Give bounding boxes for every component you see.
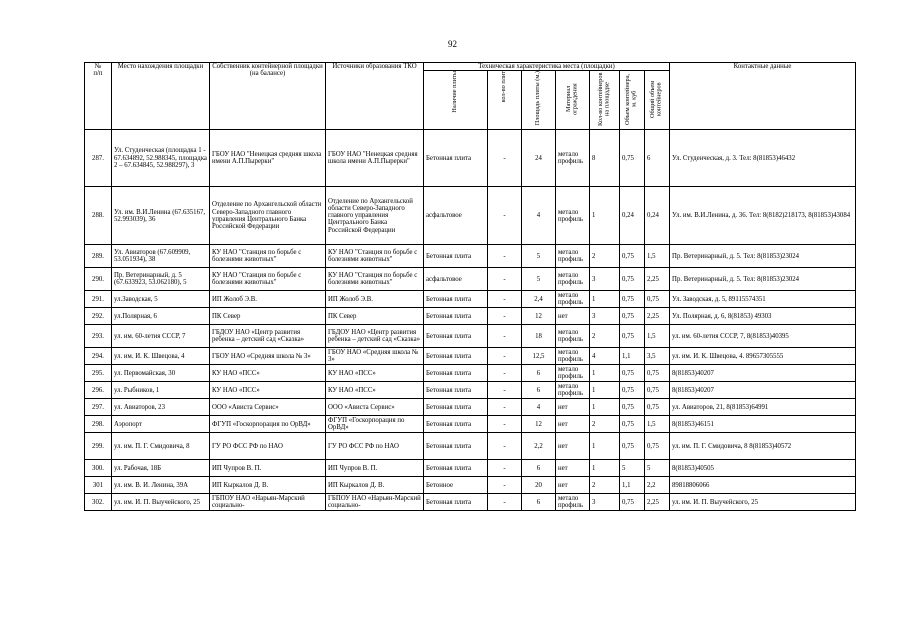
cell-loc: ул. им. В. И. Ленина, 39А [112,477,210,494]
cell-own: Отделение по Архангельской области Северо-Западного главного управления Центрального Банка Российской Федерации [210,187,326,245]
cell-cont: 8(81853)40505 [670,460,856,477]
cell-loc: Ул. Студенческая (площадка 1 - 67.634892, 52.988345, площадка 2 – 67.634845, 52.988297), 3 [112,130,210,187]
cell-loc: Пр. Ветеринарный, д. 5 (67.633923, 53.062180), 5 [112,268,210,291]
cell-n: 297. [85,399,112,416]
cell-loc: ул. им. П. Г. Смидовича, 8 [112,433,210,460]
cell-area: 12 [522,416,556,433]
cell-cont: ул. Авиаторов, 21, 8(81853)64991 [670,399,856,416]
cell-own: ИП Чупров В. П. [210,460,326,477]
cell-q: 2 [590,325,620,348]
cell-q: 2 [590,416,620,433]
cell-area: 24 [522,130,556,187]
cell-area: 12 [522,308,556,325]
cell-cnt: - [488,416,522,433]
cell-src: ГБДОУ НАО «Центр развития ребенка – детский сад «Сказка» [326,325,424,348]
cell-n: 293. [85,325,112,348]
cell-cnt: - [488,399,522,416]
cell-vol: 0,75 [620,245,645,268]
cell-area: 12,5 [522,348,556,365]
cell-src: Отделение по Архангельской области Северо-Западного главного управления Центрального Банка Российской Федерации [326,187,424,245]
cell-plate: Бетонное [424,477,488,494]
cell-loc: ул. Первомайская, 30 [112,365,210,382]
cell-cont: Ул. Заводская, д. 5, 89115574351 [670,291,856,308]
table-row [85,477,856,494]
cell-mat: метало профиль [556,245,590,268]
cell-area: 5 [522,268,556,291]
cell-cnt: - [488,460,522,477]
cell-src: ФГУП «Госкорпорация по ОрВД» [326,416,424,433]
cell-cnt: - [488,325,522,348]
cell-q: 1 [590,460,620,477]
cell-tot: 3,5 [645,348,670,365]
cell-src: ООО «Ависта Сервис» [326,399,424,416]
cell-src: КУ НАО «ПСС» [326,365,424,382]
cell-src: ГУ РО ФСС РФ по НАО [326,433,424,460]
cell-vol: 1,1 [620,477,645,494]
cell-mat: метало профиль [556,187,590,245]
cell-mat: нет [556,416,590,433]
cell-cont: 8(81853)40207 [670,365,856,382]
cell-n: 295. [85,365,112,382]
cell-vol: 0,75 [620,382,645,399]
cell-cnt: - [488,268,522,291]
cell-src: ПК Север [326,308,424,325]
cell-tot: 5 [645,460,670,477]
cell-src: КУ НАО "Станция по борьбе с болезнями животных" [326,245,424,268]
cell-loc: Аэропорт [112,416,210,433]
cell-cnt: - [488,187,522,245]
cell-tot: 1,5 [645,325,670,348]
table-row [85,382,856,399]
table-row [85,494,856,511]
cell-tot: 2,25 [645,308,670,325]
cell-own: КУ НАО «ПСС» [210,365,326,382]
cell-mat: метало профиль [556,325,590,348]
cell-src: ИП Кыркалов Д. В. [326,477,424,494]
cell-own: ГБДОУ НАО «Центр развития ребенка – детский сад «Сказка» [210,325,326,348]
cell-cont: ул. им. И. К. Швецова, 4. 89657305555 [670,348,856,365]
cell-src: ГБОУ НАО "Ненецкая средняя школа имени А.П.Пырерки" [326,130,424,187]
cell-n: 299. [85,433,112,460]
cell-vol: 0,75 [620,291,645,308]
col-header-area: Площадь плиты (м.) [522,71,556,130]
cell-tot: 0,24 [645,187,670,245]
col-header-location: Место нахождения площадки [112,63,210,130]
cell-vol: 0,75 [620,433,645,460]
cell-mat: метало профиль [556,382,590,399]
cell-cont: Ул. Полярная, д. 6, 8(81853) 49303 [670,308,856,325]
cell-tot: 0,75 [645,382,670,399]
col-header-source: Источники образования ТКО [326,63,424,130]
cell-tot: 0,75 [645,399,670,416]
cell-plate: Бетонная плита [424,130,488,187]
cell-cont: Пр. Ветеринарный, д. 5. Тел: 8(81853)23024 [670,245,856,268]
cell-src: ГБПОУ НАО «Нарьян-Марский социально- [326,494,424,511]
cell-loc: Ул. Авиаторов (67.609909, 53.051934), 38 [112,245,210,268]
cell-cnt: - [488,433,522,460]
cell-n: 302. [85,494,112,511]
cell-own: ФГУП «Госкорпорация по ОрВД» [210,416,326,433]
cell-mat: нет [556,460,590,477]
col-header-total: Общий объем контейнеров [645,71,670,130]
cell-n: 301 [85,477,112,494]
cell-cnt: - [488,348,522,365]
cell-own: ПК Север [210,308,326,325]
col-header-tech: Техническая характеристика места (площадки) [424,63,670,71]
cell-vol: 0,75 [620,399,645,416]
cell-src: ИП Чупров В. П. [326,460,424,477]
cell-mat: метало профиль [556,365,590,382]
cell-src: КУ НАО "Станция по борьбе с болезнями животных" [326,268,424,291]
table-row [85,245,856,268]
cell-n: 296. [85,382,112,399]
page-number: 92 [448,39,457,49]
cell-plate: Бетонная плита [424,399,488,416]
cell-tot: 0,75 [645,291,670,308]
cell-src: ГБОУ НАО «Средняя школа № 3» [326,348,424,365]
cell-cnt: - [488,477,522,494]
cell-q: 1 [590,187,620,245]
cell-plate: Бетонная плита [424,291,488,308]
cell-vol: 0,75 [620,130,645,187]
col-header-containers: Кол-во контейнеров на площадке [590,71,620,130]
cell-tot: 0,75 [645,365,670,382]
cell-own: КУ НАО «ПСС» [210,382,326,399]
cell-vol: 0,75 [620,416,645,433]
col-header-num: № п/п [85,63,112,130]
cell-n: 290. [85,268,112,291]
cell-cont: ул. им. И. П. Выучейского, 25 [670,494,856,511]
cell-mat: метало профиль [556,494,590,511]
cell-q: 1 [590,365,620,382]
cell-q: 1 [590,399,620,416]
cell-q: 1 [590,291,620,308]
cell-own: ГБПОУ НАО «Нарьян-Марский социально- [210,494,326,511]
cell-mat: метало профиль [556,130,590,187]
cell-vol: 5 [620,460,645,477]
cell-q: 2 [590,245,620,268]
cell-cnt: - [488,494,522,511]
col-header-contacts: Контактные данные [670,63,856,130]
cell-tot: 1,5 [645,245,670,268]
cell-cnt: - [488,245,522,268]
cell-n: 300. [85,460,112,477]
cell-plate: Бетонная плита [424,365,488,382]
cell-n: 292. [85,308,112,325]
cell-plate: Бетонная плита [424,433,488,460]
cell-loc: ул. Рабочая, 18Б [112,460,210,477]
cell-vol: 1,1 [620,348,645,365]
cell-cont: Пр. Ветеринарный, д. 5. Тел: 8(81853)23024 [670,268,856,291]
cell-vol: 0,75 [620,325,645,348]
cell-q: 2 [590,477,620,494]
cell-cont: Ул. им. В.И.Ленина, д. 36. Тел: 8(8182)218173, 8(81853)43084 [670,187,856,245]
cell-plate: Бетонная плита [424,325,488,348]
table-row [85,130,856,187]
table-row [85,460,856,477]
cell-loc: ул.Полярная, 6 [112,308,210,325]
cell-tot: 2,25 [645,494,670,511]
cell-cnt: - [488,382,522,399]
cell-loc: ул. им. И. П. Выучейского, 25 [112,494,210,511]
cell-plate: Бетонная плита [424,460,488,477]
table-row [85,433,856,460]
cell-vol: 0,75 [620,365,645,382]
cell-q: 3 [590,268,620,291]
cell-cnt: - [488,291,522,308]
col-header-plate: Наличие плиты [424,71,488,130]
cell-own: КУ НАО "Станция по борьбе с болезнями животных" [210,245,326,268]
cell-mat: нет [556,433,590,460]
cell-area: 6 [522,365,556,382]
cell-src: ИП Жолоб Э.В. [326,291,424,308]
col-header-count: кол-во плит [488,71,522,130]
cell-vol: 0,75 [620,494,645,511]
cell-loc: ул. Рыбников, 1 [112,382,210,399]
table-row [85,365,856,382]
table-row [85,291,856,308]
cell-plate: Бетонная плита [424,308,488,325]
cell-src: КУ НАО «ПСС» [326,382,424,399]
cell-q: 4 [590,348,620,365]
cell-cont: ул. им. 60-летия СССР, 7, 8(81853)40395 [670,325,856,348]
cell-vol: 0,75 [620,268,645,291]
col-header-owner: Собственник контейнерной площадки (на балансе) [210,63,326,130]
cell-tot: 2,25 [645,268,670,291]
cell-plate: Бетонная плита [424,348,488,365]
col-header-material: Материал ограждения [556,71,590,130]
cell-own: ООО «Ависта Сервис» [210,399,326,416]
cell-n: 294. [85,348,112,365]
cell-loc: ул. Авиаторов, 23 [112,399,210,416]
cell-n: 291. [85,291,112,308]
cell-mat: нет [556,399,590,416]
cell-cnt: - [488,365,522,382]
cell-own: ГБОУ НАО "Ненецкая средняя школа имени А.П.Пырерки" [210,130,326,187]
cell-area: 5 [522,245,556,268]
cell-mat: метало профиль [556,268,590,291]
cell-area: 18 [522,325,556,348]
cell-plate: асфальтовое [424,268,488,291]
cell-plate: Бетонная плита [424,245,488,268]
waste-sites-table [84,62,856,511]
cell-mat: метало профиль [556,348,590,365]
table-row [85,348,856,365]
col-header-volume: Объем контейнера, м. куб [620,71,645,130]
cell-own: ГУ РО ФСС РФ по НАО [210,433,326,460]
table-row [85,308,856,325]
cell-tot: 2,2 [645,477,670,494]
cell-q: 8 [590,130,620,187]
cell-mat: нет [556,308,590,325]
cell-area: 4 [522,187,556,245]
cell-cont: ул. им. П. Г. Смидовича, 8 8(81853)40572 [670,433,856,460]
cell-cont: 8(81853)46151 [670,416,856,433]
cell-vol: 0,24 [620,187,645,245]
cell-cnt: - [488,308,522,325]
cell-plate: Бетонная плита [424,494,488,511]
cell-plate: асфальтовое [424,187,488,245]
cell-q: 1 [590,382,620,399]
cell-area: 6 [522,494,556,511]
cell-area: 6 [522,382,556,399]
cell-q: 3 [590,308,620,325]
table-row [85,187,856,245]
cell-n: 288. [85,187,112,245]
cell-cont: 89818806066 [670,477,856,494]
cell-tot: 6 [645,130,670,187]
cell-q: 1 [590,433,620,460]
cell-loc: Ул. им. В.И.Ленина (67.635167, 52.993039), 36 [112,187,210,245]
cell-cnt: - [488,130,522,187]
cell-loc: ул. им. И. К. Швецова, 4 [112,348,210,365]
cell-tot: 0,75 [645,433,670,460]
cell-plate: Бетонная плита [424,416,488,433]
cell-n: 289. [85,245,112,268]
cell-area: 20 [522,477,556,494]
cell-own: ГБОУ НАО «Средняя школа № 3» [210,348,326,365]
header-row-1 [85,63,856,71]
cell-loc: ул. им. 60-летия СССР, 7 [112,325,210,348]
cell-mat: нет [556,477,590,494]
cell-area: 4 [522,399,556,416]
cell-cont: Ул. Студенческая, д. 3. Тел: 8(81853)46432 [670,130,856,187]
cell-own: КУ НАО "Станция по борьбе с болезнями животных" [210,268,326,291]
table-row [85,268,856,291]
cell-mat: метало профиль [556,291,590,308]
cell-n: 287. [85,130,112,187]
cell-own: ИП Кыркалов Д. В. [210,477,326,494]
cell-area: 2,2 [522,433,556,460]
cell-tot: 1,5 [645,416,670,433]
cell-own: ИП Жолоб Э.В. [210,291,326,308]
cell-q: 3 [590,494,620,511]
cell-vol: 0,75 [620,308,645,325]
cell-loc: ул.Заводская, 5 [112,291,210,308]
cell-plate: Бетонная плита [424,382,488,399]
table-row [85,399,856,416]
cell-area: 2,4 [522,291,556,308]
cell-area: 6 [522,460,556,477]
cell-cont: 8(81853)40207 [670,382,856,399]
table-row [85,416,856,433]
cell-n: 298. [85,416,112,433]
table-row [85,325,856,348]
